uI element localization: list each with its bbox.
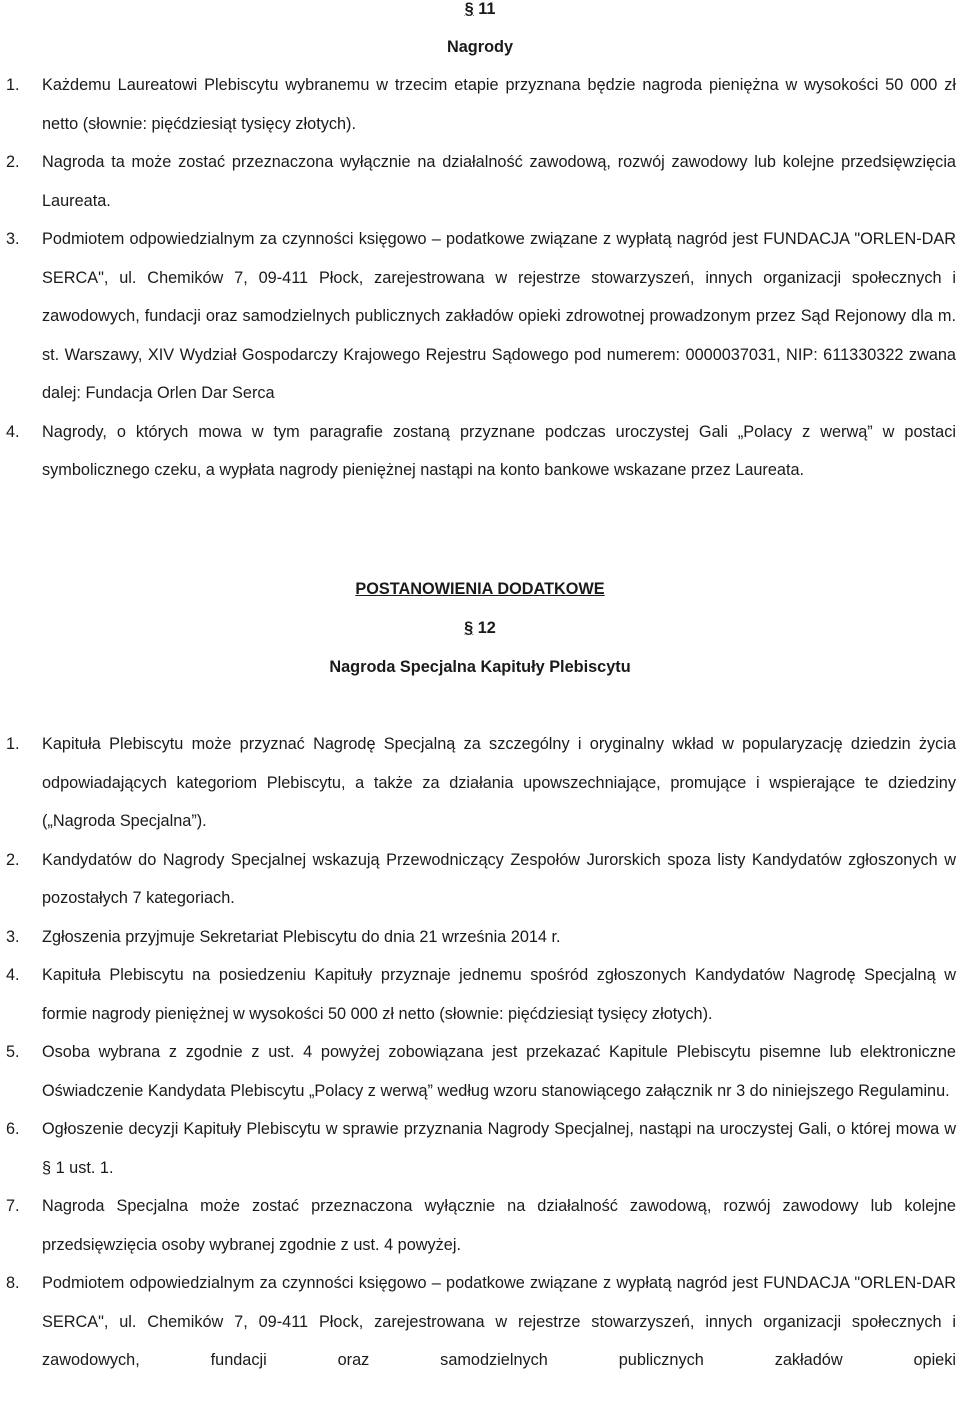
section-12-list [0,725,960,1380]
item-number: 7. [6,1197,20,1215]
list-item [0,66,960,143]
list-item [0,1033,960,1110]
list-item [0,220,960,413]
item-text: Osoba wybrana z zgodnie z ust. 4 powyżej zobowiązana jest przekazać Kapitule Plebiscytu pisemne lub elektroniczne Oświadczenie Kandydata Plebiscytu „Polacy z werwą” według wzoru stanowiącego załącznik nr 3 do niniejszego Regulaminu. [42,1043,956,1100]
item-number: 2. [6,850,20,869]
item-number: 8. [6,1274,20,1292]
item-text: Nagroda ta może zostać przeznaczona wyłącznie na działalność zawodową, rozwój zawodowy lub kolejne przedsięwzięcia Laureata. [42,153,956,210]
heading-text: POSTANOWIENIA DODATKOWE [355,580,605,598]
item-text: Nagroda Specjalna może zostać przeznaczona wyłącznie na działalność zawodową, rozwój zawodowy lub kolejne przedsięwzięcia osoby wybranej zgodnie z ust. 4 powyżej. [42,1197,956,1254]
item-number: 1. [6,735,20,753]
additional-provisions-heading [0,576,960,602]
list-item [0,1264,960,1380]
item-text: Każdemu Laureatowi Plebiscytu wybranemu w trzecim etapie przyznana będzie nagroda pieniężna w wysokości 50 000 zł netto (słownie: pięćdziesiąt tysięcy złotych). [42,76,956,133]
item-number: 4. [6,966,20,984]
section-11-header [0,0,960,22]
item-text: Kapituła Plebiscytu może przyznać Nagrodę Specjalną za szczególny i oryginalny wkład w popularyzację dziedzin życia odpowiadających kategoriom Plebiscytu, a także za działania upowszechniające, promujące i wspierające te dziedziny („Nagroda Specjalna”). [42,735,956,830]
list-item [0,1187,960,1264]
item-text: Kandydatów do Nagrody Specjalnej wskazują Przewodniczący Zespołów Jurorskich spoza listy Kandydatów zgłoszonych w pozostałych 7 kategoriach. [42,850,956,907]
item-number: 6. [6,1120,20,1138]
section-11-list [0,66,960,490]
section-symbol: § [464,619,474,637]
list-item [0,725,960,841]
item-text: Podmiotem odpowiedzialnym za czynności księgowo – podatkowe związane z wypłatą nagród jest FUNDACJA "ORLEN-DAR SERCA", ul. Chemików 7, 09-411 Płock, zarejestrowana w rejestrze stowarzyszeń, innych organizacji społecznych i zawodowych, fundacji oraz samodzielnych publicznych zakładów opieki [42,1274,956,1369]
item-text: Ogłoszenie decyzji Kapituły Plebiscytu w sprawie przyznania Nagrody Specjalnej, nastąpi na uroczystej Gali, o której mowa w § 1 ust. 1. [42,1120,956,1177]
section-number: 12 [477,619,496,637]
list-item [0,841,960,918]
item-text: Nagrody, o których mowa w tym paragrafie zostaną przyznane podczas uroczystej Gali „Polacy z werwą” w postaci symbolicznego czeku, a wypłata nagrody pieniężnej nastąpi na konto bankowe wskazane przez Laureata. [42,422,956,479]
item-number: 3. [6,927,20,946]
item-number: 5. [6,1043,20,1061]
item-text: Kapituła Plebiscytu na posiedzeniu Kapituły przyznaje jednemu spośród zgłoszonych Kandydatów Nagrodę Specjalną w formie nagrody pieniężnej w wysokości 50 000 zł netto (słownie: pięćdziesiąt tysięcy złotych). [42,966,956,1023]
item-text: Zgłoszenia przyjmuje Sekretariat Plebiscytu do dnia 21 września 2014 r. [42,927,561,946]
section-12-title: Nagroda Specjalna Kapituły Plebiscytu [329,658,631,676]
section-11-title: Nagrody [446,38,514,56]
list-item [0,143,960,220]
item-text: Podmiotem odpowiedzialnym za czynności księgowo – podatkowe związane z wypłatą nagród jest FUNDACJA "ORLEN-DAR SERCA", ul. Chemików 7, 09-411 Płock, zarejestrowana w rejestrze stowarzyszeń, innych organizacji społecznych i zawodowych, fundacji oraz samodzielnych publicznych zakładów opieki zdrowotnej prowadzonym przez Sąd Rejonowy dla m. st. Warszawy, XIV Wydział Gospodarczy Krajowego Rejestru Sądowego pod numerem: 0000037031, NIP: 611330322 zwana dalej: Fundacja Orlen Dar Serca [42,230,956,402]
list-item [0,956,960,1033]
section-symbol: § [464,0,474,18]
item-number: 4. [6,422,20,441]
section-number: 11 [478,0,496,18]
item-number: 3. [6,230,20,248]
list-item [0,918,960,957]
item-number: 1. [6,76,20,94]
list-item [0,1110,960,1187]
list-item [0,413,960,490]
item-number: 2. [6,153,20,171]
section-12-header [0,615,960,641]
